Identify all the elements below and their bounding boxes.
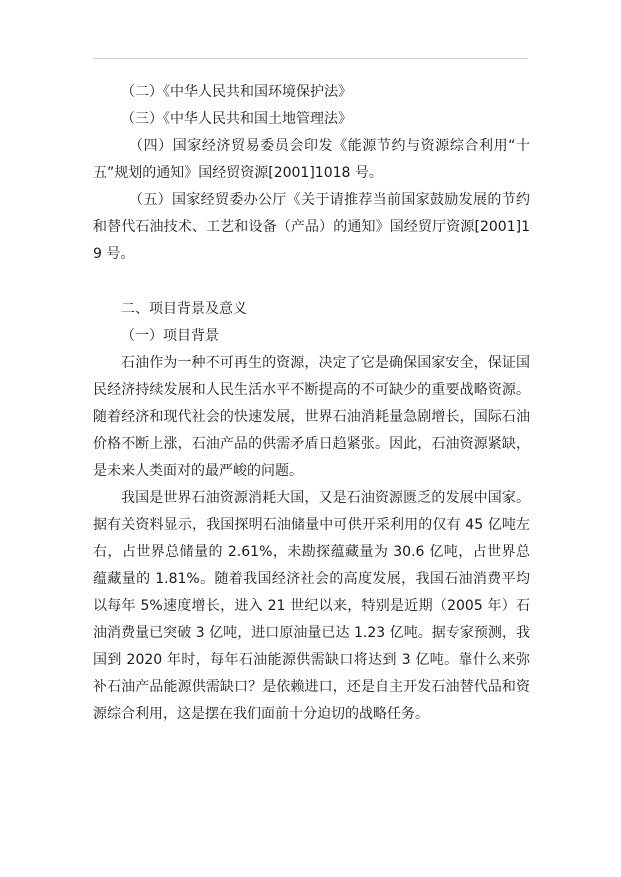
page-header-rule (93, 58, 528, 59)
reference-item-2: （二）《中华人民共和国环境保护法》 (121, 84, 352, 100)
reference-item-5: （五）国家经贸委办公厅《关于请推荐当前国家鼓励发展的节约和替代石油技术、工艺和设备（产品）的通知》国经贸厅资源[2001]19 号。 (93, 192, 530, 262)
body-paragraph-1: 石油作为一种不可再生的资源，决定了它是确保国家安全，保证国民经济持续发展和人民生活水平不断提高的不可缺少的重要战略资源。随着经济和现代社会的快速发展，世界石油消耗量急剧增长，国际石油价格不断上涨，石油产品的供需矛盾日趋紧张。因此，石油资源紧缺，是未来人类面对的最严峻的问题。 (93, 355, 530, 479)
reference-item-4: （四）国家经济贸易委员会印发《能源节约与资源综合利用“十五”规划的通知》国经贸资源[2001]1018 号。 (93, 138, 530, 181)
reference-item-3: （三）《中华人民共和国土地管理法》 (121, 111, 352, 127)
section-heading: 二、项目背景及意义 (121, 301, 247, 317)
document-body (93, 79, 530, 728)
subsection-heading: （一）项目背景 (121, 328, 219, 344)
body-paragraph-2: 我国是世界石油资源消耗大国，又是石油资源匮乏的发展中国家。据有关资料显示，我国探明石油储量中可供开采利用的仅有 45 亿吨左右，占世界总储量的 2.61%，未勘探蕴藏量为 30.6 亿吨，占世界总蕴藏量的 1.81%。随着我国经济社会的高度发展，我国石油消费平均以每年 5%速度增长，进入 21 世纪以来，特别是近期（2005 年）石油消费量已突破 3 亿吨，进口原油量已达 1.23 亿吨。据专家预测，我国到 2020 年时，每年石油能源供需缺口将达到 3 亿吨。靠什么来弥补石油产品能源供需缺口？是依赖进口，还是自主开发石油替代品和资源综合利用，这是摆在我们面前十分迫切的战略任务。 (93, 490, 530, 722)
